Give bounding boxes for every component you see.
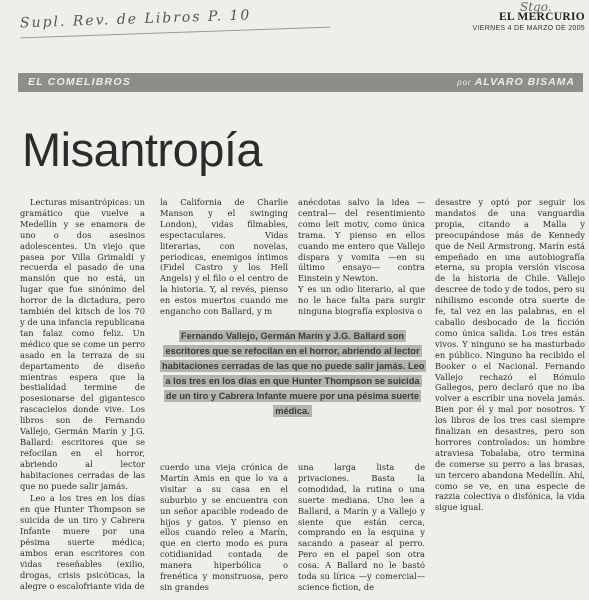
- paragraph: anécdotas salvo la idea —central— del resentimiento como leit motiv, como única trama. Y pienso en ellos cuando me entero que Vallejo dispara y vomita —en su último ensayo— contra Einstein y Newton. Y es un odio literario, al que no le hace falta para surgir ninguna biografía explosiva o: [298, 197, 425, 317]
- publication-date: VIERNES 4 DE MARZO DE 2005: [472, 25, 585, 32]
- section-header-bar: [18, 73, 583, 92]
- author-name: ALVARO BISAMA: [474, 76, 575, 88]
- newspaper-name: EL MERCURIO: [498, 11, 585, 23]
- article-column-4: [435, 197, 585, 597]
- paragraph: Lecturas misantrópicas: un gramático que vuelve a Medellín y se enamora de uno o dos asesinos adolescentes. Un viejo que pasea por Villa Grimaldi y recuerda el pasado de una mansión que no está, un lugar que fue sinónimo del horror de la dictadura, pero también del kitsch de los 70 y de una infancia republicana tan falaz como feliz. Un médico que se come un perro asado en la terraza de su departamento de diseño mientras espera que la bestialidad termine de posesionarse del gigantesco rascacielos donde vive. Los libros son de Fernando Vallejo, Germán Marín y J.G. Ballard: escritores que se refocilan en el horror, abriendo al lector habitaciones cerradas de las que no puede salir jamás.: [20, 197, 145, 491]
- article-column-1: [20, 197, 145, 597]
- pull-quote-text: Fernando Vallejo, Germán Marín y J.G. Ballard son escritores que se refocilan en el horror, abriendo al lector habitaciones cerradas de las que no puede salir jamás. Leo a los tres en los días en que Hunter Thompson se suicida de un tiro y Cabrera Infante muere por una pésima suerte médica.: [162, 331, 425, 416]
- article-title: Misantropía: [22, 123, 263, 176]
- paragraph: la California de Charlie Manson y el swinging London), vidas filmables, espectaculares. Vidas literarias, con novelas, periodicas, enemigos íntimos (Fidel Castro y los Hell Angels) y el filo o el centro de la historia. Y, al revés, pienso en estos muertos cuando me engancho con Ballard, y m: [160, 197, 288, 317]
- location-stamp: Stgo.: [520, 0, 552, 14]
- paragraph: desastre y optó por seguir los mandatos de una vanguardia propia, citando a Malla y preocupándose más de Kennedy que de Neil Armstrong. Marín está empeñado en una autobiografía eterna, su propia versión viscosa de la historia de Chile. Vallejo descree de todo y de todos, pero su nihilismo esconde otra suerte de fe, tal vez en las palabras, en el caballo desbocado de la ficción como única salida. Los tres están vivos. Y ninguno se ha masturbado en público. Ninguno ha recibido el Booker o el Nacional. Fernando Vallejo rechazó el Rómulo Gallegos, pero declaró que no iba volver a escribir una novela jamás. Bien por él y mal por nosotros. Y los libros de los tres casi siempre finalizan en desastres, pero son horrores controlados: un hombre atraviesa Tobalaba, otro termina de comerse su perro a las brasas, un tercero abandona Medellín. Ahí, como se ve, en una especie de razzia colectiva o disfónica, la vida sigue igual.: [435, 197, 585, 513]
- article-column-2-bottom: [160, 462, 288, 598]
- article-column-2-top: [160, 197, 288, 321]
- byline-prefix: por: [457, 78, 472, 87]
- paragraph: una larga lista de privaciones. Basta la comodidad, la rutina o una suerte mediana. Uno lee a Ballard, a Marín y a Vallejo y siente que están cerca, comprando en la esquina y sacando a pasear al perro. Pero en el papel son otra cosa. A Ballard no le bastó toda su lírica —y comercial— science fiction, de: [298, 462, 425, 592]
- section-name: EL COMELIBROS: [28, 76, 131, 88]
- byline: [457, 76, 575, 88]
- pull-quote: [160, 329, 425, 457]
- paragraph: cuerdo una vieja crónica de Martín Amis en que lo va a visitar a su casa en el suburbio y se encuentra con un señor apacible rodeado de hijos y gatos. Y pienso en ellos cuando releo a Marín, que en cierto modo es pura cotidianidad contada de manera hiperbólica o frenética y monstruosa, pero sin grandes: [160, 462, 288, 592]
- paragraph: Leo a los tres en los días en que Hunter Thompson se suicida de un tiro y Cabrera Infante muere por una pésima suerte médica; ambos eran escritores con vidas reseñables (exilio, drogas, crisis psicóticas, la alegre o escalofriante vida de: [20, 493, 145, 591]
- article-column-3-bottom: [298, 462, 425, 598]
- article-column-3-top: [298, 197, 425, 321]
- handwritten-note: Supl. Rev. de Libros P. 10: [20, 5, 331, 39]
